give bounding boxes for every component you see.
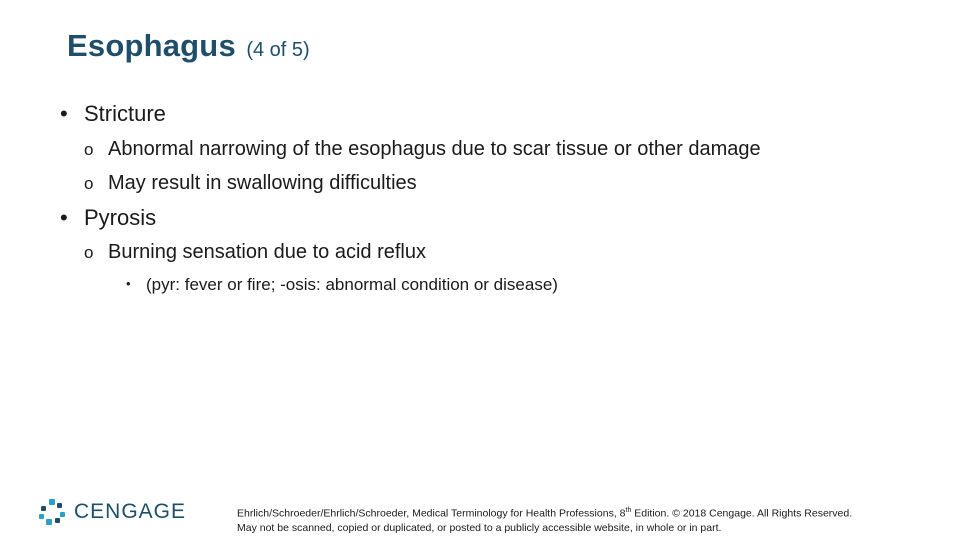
circle-bullet-icon: o (84, 174, 94, 193)
cengage-logo-icon (38, 498, 66, 526)
copyright-text: Ehrlich/Schroeder/Ehrlich/Schroeder, Medical Terminology for Health Professions, 8 (237, 507, 626, 520)
sub-bullet (84, 172, 417, 195)
edition-superscript: th (625, 507, 632, 514)
slide-title (67, 28, 310, 64)
sub-bullet (84, 241, 426, 264)
bullet-stricture (60, 101, 166, 127)
cengage-logo (38, 498, 186, 526)
bullet-label: Stricture (84, 101, 166, 126)
circle-bullet-icon: o (84, 243, 94, 262)
logo-text: CENGAGE (74, 500, 187, 523)
sub-sub-bullet (126, 275, 558, 295)
bullet-dot-icon: • (60, 101, 68, 126)
copyright-line-2: May not be scanned, copied or duplicated, or posted to a publicly accessible website, in whole or in part. (237, 521, 722, 534)
copyright-line-1 (237, 504, 952, 521)
bullet-label: Pyrosis (84, 205, 157, 230)
sub-bullet-text: Abnormal narrowing of the esophagus due to scar tissue or other damage (108, 138, 761, 160)
sub-bullet-text: Burning sensation due to acid reflux (108, 241, 426, 263)
bullet-dot-icon: • (126, 276, 131, 291)
copyright-notice (237, 504, 952, 535)
sub-sub-bullet-text: (pyr: fever or fire; -osis: abnormal condition or disease) (146, 275, 558, 294)
circle-bullet-icon: o (84, 140, 94, 159)
sub-bullet-text: May result in swallowing difficulties (108, 172, 417, 194)
copyright-text: Edition. © 2018 Cengage. All Rights Reserved. (631, 507, 853, 520)
bullet-pyrosis (60, 205, 156, 231)
title-main: Esophagus (67, 28, 236, 63)
sub-bullet (84, 138, 761, 161)
title-sub: (4 of 5) (246, 39, 310, 61)
bullet-dot-icon: • (60, 205, 68, 230)
